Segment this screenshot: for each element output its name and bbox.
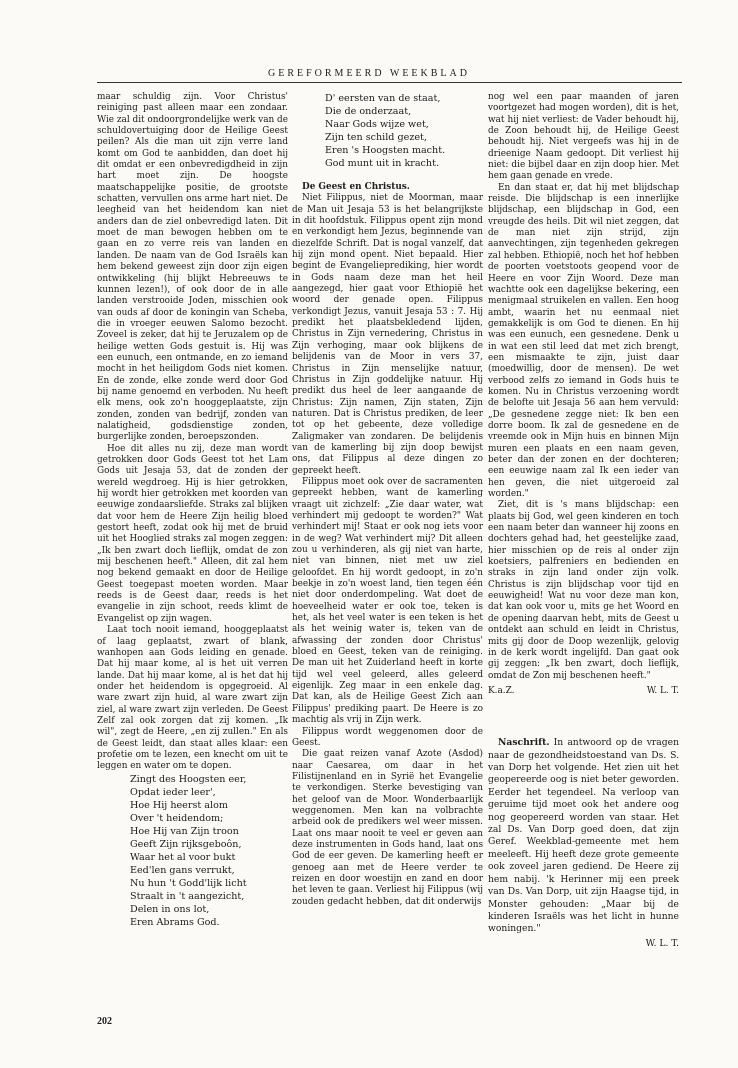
section-heading: De Geest en Christus. <box>302 182 410 192</box>
signature-abbrev: K.a.Z. <box>488 685 515 696</box>
postscript-initials: W. L. T. <box>645 937 679 949</box>
header-rule <box>97 82 682 83</box>
verse-line: Straalt in 't aangezicht, <box>130 890 245 902</box>
paragraph: Hoe dit alles nu zij, deze man wordt getrokken door Gods Geest tot het Lam Gods uit Jesaja 53, dat de zonden der wereld wegdroeg. Hij is hier getrokken, hij wordt hier getrokken met koorden van eeuwige zondaarsliefde. Straks zal blijken dat voor hem de Heere Zijn heilig bloed gestort heeft, zodat ook hij met de bruid uit het Hooglied straks zal mogen zeggen: „Ik ben zwart doch lieflijk, omdat de zon mij beschenen heeft." Alleen, dit zal hem nog bekend gemaakt en door de Heilige Geest toegepast moeten worden. Maar reeds is de Geest daar, reeds is het evangelie in zijn schoot, reeds klimt de Evangelist op zijn wagen. <box>97 443 288 624</box>
verse-line: Geeft Zijn rijksgeboôn, <box>130 838 242 850</box>
psalm-verse <box>97 773 288 929</box>
verse-line: Die de onderzaat, <box>325 106 412 117</box>
psalm-verse-continued <box>292 92 483 170</box>
paragraph: Laat toch nooit iemand, hooggeplaatst of laag geplaatst, zwart of blank, wanhopen aan Gods leiding en genade. Dat hij maar kome, al is het uit verren lande. Dat hij maar kome, al is het dat hij onder het heidendom is opgegroeid. Al ware zwart zijn huid, al ware zwart zijn ziel, al ware zwart zijn verleden. De Geest Zelf zal ook zorgen dat zij komen. „Ik wil", zegt de Heere, „en zij zullen." En als de Geest leidt, dan staat alles klaar: een profetie om te lezen, een knecht om uit te leggen en water om te dopen. <box>97 625 288 772</box>
verse-line: Opdat ieder leer', <box>130 786 216 798</box>
paragraph: nog wel een paar maanden of jaren voortgezet had mogen worden), dit is het, wat hij niet verliest: de Vader behoudt hij, de Zoon behoudt hij, de Heilige Geest behoudt hij. Niet vergeefs was hij in de drieenige Naam gedoopt. Dit verliest hij niet: die bijbel daar en zijn doop hier. Met hem gaan genade en vrede. <box>488 92 679 182</box>
paragraph: En dan staat er, dat hij met blijdschap reisde. Die blijdschap is een innerlijke blijdschap, een blijdschap in God, een vreugde des heils. Dit wil niet zeggen, dat de man niet zijn strijd, zijn aanvechtingen, zijn tegenheden gekregen zal hebben. Ethiopië, noch het hof hebben de poorten voetstoots geopend voor de Heere en voor Zijn Woord. Deze man wachtte ook een dagelijkse bekering, een menigmaal struikelen en vallen. Een hoog ambt, waarin het nu eenmaal niet gemakkelijk is om God te dienen. En hij was een eunuch, een gesnedene. Denk u in wat een stil leed dat met zich brengt, een mismaakte te zijn, juist daar (moedwillig, door de mensen). De wet verbood zelfs zo iemand in Gods huis te komen. Nu in Christus verzoening wordt de belofte uit Jesaja 56 aan hem vervuld: „De gesnedene zegge niet: Ik ben een dorre boom. Ik zal de gesnedene en de vreemde ook in Mijn huis en binnen Mijn muren een plaats en een naam geven, beter dan der zonen en der dochteren; een eeuwige naam zal Ik een ieder van hen geven, die niet uitgeroeid zal worden." <box>488 182 679 500</box>
paragraph: Filippus moet ook over de sacramenten gepreekt hebben, want de kamerling vraagt uit zichzelf: „Zie daar water, wat verhindert mij gedoopt te worden?" Wat verhindert mij! Staat er ook nog iets voor in de weg? Wat verhindert mij? Dit alleen zou u verhinderen, als gij niet van harte, niet van binnen, niet met uw ziel geloofdet. En hij wordt gedoopt, in zo'n beekje in zo'n woest land, tien tegen één niet door onderdompeling. Wat doet de hoeveelheid water er ook toe, teken is het, als het veel water is een teken is het als het weinig water is, teken van de afwassing der zonden door Christus' bloed en Geest, teken van de reiniging. De man uit het Zuiderland heeft in korte tijd wel veel geleerd, alles geleerd eigenlijk. Zeg maar in een enkele dag. Dat kan, als de Heilige Geest Zich aan Filippus' prediking paart. De Heere is zo machtig als vrij in Zijn werk. <box>292 476 483 726</box>
postscript-label: Naschrift. <box>498 737 550 749</box>
verse-line: Hoe Hij heerst alom <box>130 799 228 811</box>
postscript <box>488 737 679 936</box>
postscript-text: In antwoord op de vragen naar de gezondheidstoestand van Ds. S. van Dorp het volgende. Het zien uit het geopereerde oog is niet beter geworden. Eerder het tegendeel. Na verloop van geruime tijd moet ook het andere oog nog geopereerd worden van staar. Het zal Ds. Van Dorp goed doen, dat zijn Geref. Weekblad-gemeente met hem meeleeft. Hij heeft deze grote gemeente ook zoveel jaren gediend. De Heere zij hem nabij. 'k Herinner mij een preek van Ds. Van Dorp, uit zijn Haagse tijd, in Monster gehouden: „Maar bij de kinderen Israëls was het licht in hunne woningen." <box>488 737 679 935</box>
verse-line: Delen in ons lot, <box>130 903 210 915</box>
verse-line: Zijn ten schild gezet, <box>325 132 427 143</box>
verse-line: Over 't heidendom; <box>130 812 224 824</box>
paragraph: Filippus wordt weggenomen door de Geest. <box>292 726 483 748</box>
verse-line: Hoe Hij van Zijn troon <box>130 825 239 837</box>
paragraph: maar schuldig zijn. Voor Christus' reiniging past alleen maar een zondaar. Wie zal dit ondoorgrondelijke werk van de schuldovertuiging door de Heilige Geest peilen? Als die man uit zijn verre land komt om God te aanbidden, dan doet hij dit omdat er een onbevredigdheid in zijn hart moet zijn. De hoogste maatschappelijke positie, de grootste schatten, vervullen ons arme hart niet. De leegheid van het heidendom kan niet anders dan de ziel onbevredigd laten. Dit moet de man bewogen hebben om te gaan en zo verre reis van landen en landen. De naam van de God Israëls kan hem bekend geweest zijn door zijn eigen ontwikkeling (hij blijkt Hebreeuws te kunnen lezen!), of ook door de in alle landen verstrooide Joden, misschien ook van ouds af door de koningin van Scheba, die in vroeger eeuwen Salomo bezocht. Zoveel is zeker, dat hij te Jeruzalem op de heilige wetten Gods gestuit is. Hij was een eunuch, een ontmande, en zo iemand mocht in het heiligdom Gods niet komen. En de zonde, elke zonde werd door God bij name genoemd en verboden. Nu heeft elk mens, ook zo'n hooggeplaatste, zijn zonden, zonden van bedrijf, zonden van nalatigheid, godsdienstige zonden, burgerlijke zonden, beroepszonden. <box>97 92 288 443</box>
author-initials: W. L. T. <box>646 685 679 696</box>
verse-line: Eed'len gans verrukt, <box>130 864 235 876</box>
column-2 <box>292 92 483 1027</box>
signature-line <box>488 686 679 697</box>
verse-line: Naar Gods wijze wet, <box>325 119 429 130</box>
column-3 <box>488 92 679 1027</box>
paragraph: Die gaat reizen vanaf Azote (Asdod) naar Caesarea, om daar in het Filistijnenland en in Syrië het Evangelie te verkondigen. Sterke bevestiging van het geloof van de Moor. Wonderbaarlijk weggenomen. Men kan na volbrachte arbeid ook de predikers wel weer missen. Laat ons maar nooit te veel er geven aan deze instrumenten in Gods hand, laat ons God de eer geven. De kamerling heeft er genoeg aan met de Heere verder te reizen en door woestijn en zand en door het leven te gaan. Verliest hij Filippus (wij zouden gedacht hebben, dat dit onderwijs <box>292 749 483 907</box>
running-header: GEREFORMEERD WEEKBLAD <box>268 68 470 79</box>
verse-line: Zingt des Hoogsten eer, <box>130 773 247 785</box>
verse-line: Eren Abrams God. <box>130 916 220 928</box>
paragraph: Ziet, dit is 's mans blijdschap: een plaats bij God, wel geen kinderen en toch een naam beter dan wanneer hij zoons en dochters gehad had, het geestelijke zaad, hier misschien op de reis al onder zijn koetsiers, palfreniers en bedienden en straks in zijn land onder zijn volk. Christus is zijn blijdschap voor tijd en eeuwigheid! Wat nu voor deze man kon, dat kan ook voor u, mits ge het Woord en de opening daarvan hebt, mits de Geest u ontdekt aan schuld en leidt in Christus, mits gij door de Doop wezenlijk, gelovig in de kerk wordt ingelijfd. Dan gaat ook gij zeggen: „Ik ben zwart, doch lieflijk, omdat de Zon mij beschenen heeft." <box>488 500 679 681</box>
page-number: 202 <box>97 1016 112 1027</box>
verse-line: Eren 's Hoogsten macht. <box>325 145 446 156</box>
paragraph: Niet Filippus, niet de Moorman, maar de Man uit Jesaja 53 is het belangrijkste in dit hoofdstuk. Filippus opent zijn mond en verkondigt hem Jezus, beginnende van diezelfde Schrift. Dat is nogal vanzelf, dat hij zijn mond opent. Niet bepaald. Hier begint de Evangelieprediking, hier wordt in Gods naam deze man het heil aangezegd, hier gaat voor Ethiopië het woord der genade open. Filippus verkondigt Jezus, vanuit Jesaja 53 : 7. Hij predikt het plaatsbekledend lijden, Christus in Zijn vernedering, Christus in Zijn verhoging, maar ook blijkens de belijdenis van de Moor in vers 37, Christus in Zijn menselijke natuur, Christus in Zijn goddelijke natuur. Hij predikt dus heel de leer aangaande de Christus: Zijn namen, Zijn staten, Zijn naturen. Dat is Christus prediken, de leer tot op het gebeente, deze volledige Zaligmaker van zondaren. De belijdenis van de kamerling bij zijn doop bewijst ons, dat Filippus al deze dingen zo gepreekt heeft. <box>292 193 483 476</box>
column-1 <box>97 92 288 1027</box>
verse-line: Nu hun 't Godd'lijk licht <box>130 877 247 889</box>
verse-line: God munt uit in kracht. <box>325 158 440 169</box>
verse-line: D' eersten van de staat, <box>325 93 441 104</box>
verse-line: Waar het al voor bukt <box>130 851 236 863</box>
